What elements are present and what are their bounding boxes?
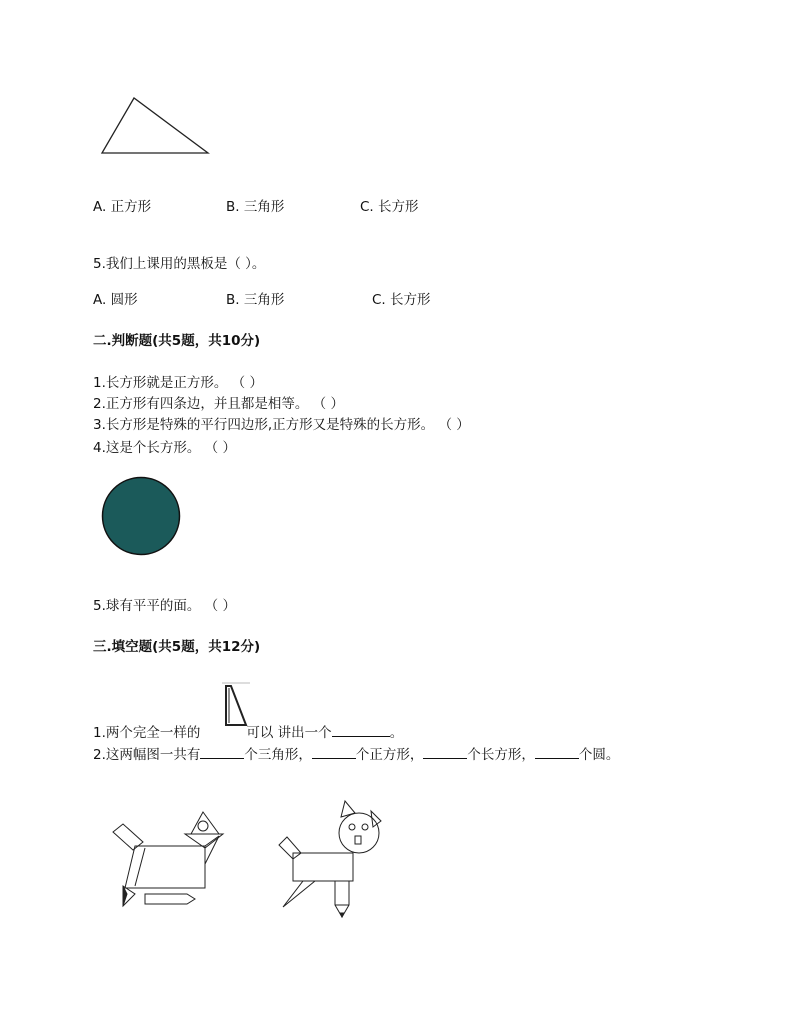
fill-q1-before: 1.两个完全一样的 [93,725,201,741]
judge-item-5: 5.球有平平的面。 （ ） [93,598,236,614]
q5-option-c: C. 长方形 [372,292,431,308]
fill-q2-p3: 个正方形， [355,747,424,763]
fill-q1-end: 。 [389,725,404,741]
section-3-title: 三.填空题(共5题，共12分) [93,639,261,655]
section-2-title: 二.判断题(共5题，共10分) [93,333,261,349]
triangle-figure [98,95,218,165]
fill-q1-blank[interactable] [332,724,390,737]
q5-question: 5.我们上课用的黑板是（ ）。 [93,256,266,272]
q4-option-c: C. 长方形 [360,199,419,215]
fill-q2-p2: 个三角形， [244,747,312,763]
fill-q2-p5: 个圆。 [578,747,620,763]
cat-shape-figure [275,797,395,922]
q4-option-b: B. 三角形 [226,199,285,215]
fill-q1-middle: 可以 讲出一个 [246,725,332,741]
fill-q2-blank-squares[interactable] [312,746,356,759]
fill-q2-blank-triangles[interactable] [200,746,244,759]
judge-item-3: 3.长方形是特殊的平行四边形,正方形又是特殊的长方形。 （ ） [93,417,470,433]
fill-q2-p4: 个长方形， [467,747,535,763]
fill-q2-p1: 2.这两幅图一共有 [93,747,201,763]
dog-shape-figure [105,808,235,918]
right-triangle-figure [220,680,252,728]
fill-q2 [93,746,619,764]
judge-item-1: 1.长方形就是正方形。 （ ） [93,375,263,391]
teal-circle-figure [101,476,183,558]
fill-q2-blank-circles[interactable] [535,746,579,759]
judge-item-4: 4.这是个长方形。 （ ） [93,440,236,456]
q4-option-a: A. 正方形 [93,199,152,215]
fill-q2-blank-rectangles[interactable] [423,746,467,759]
judge-item-2: 2.正方形有四条边，并且都是相等。 （ ） [93,396,344,412]
q5-option-a: A. 圆形 [93,292,138,308]
q5-option-b: B. 三角形 [226,292,285,308]
fill-q1 [93,724,403,742]
